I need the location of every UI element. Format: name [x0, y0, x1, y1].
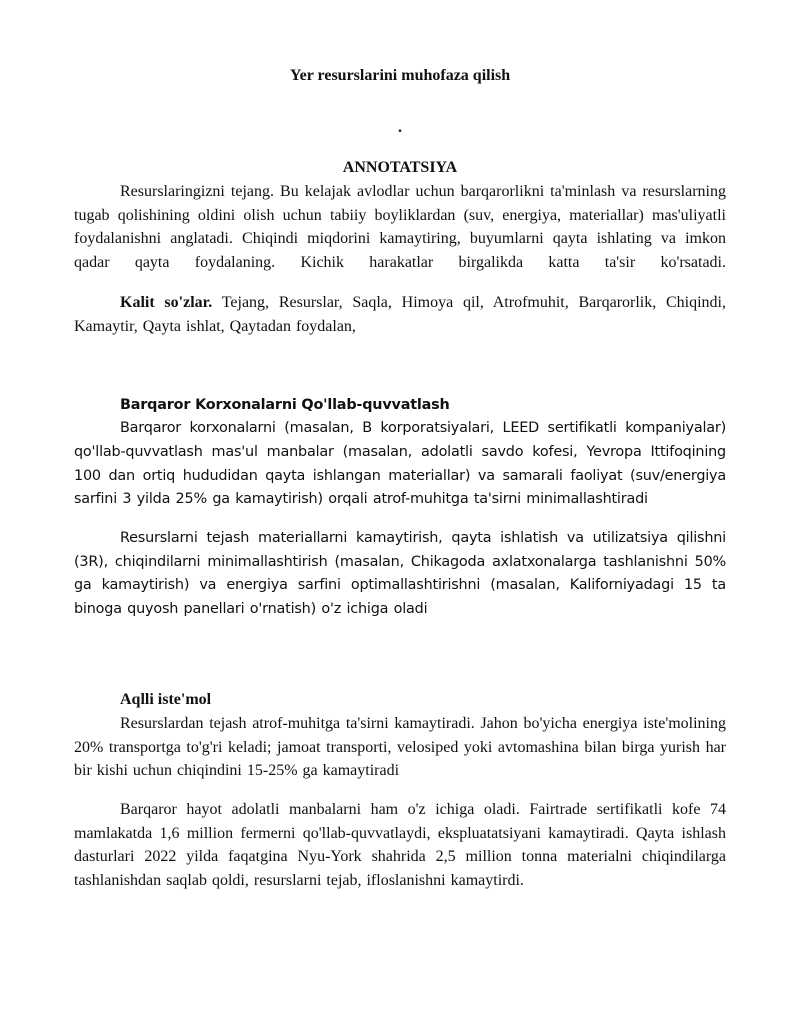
separator-dot: . — [398, 119, 402, 136]
keywords-list: Tejang, Resurslar, Saqla, Himoya qil, Atrofmuhit, Barqarorlik, Chiqindi, Kamaytir, Qayta ishlat, Qaytadan foydalan, — [74, 293, 727, 335]
section-heading-sustainable-business: Barqaror Korxonalarni Qo'llab-quvvatlash — [120, 397, 450, 414]
section1-paragraph1: Barqaror korxonalarni (masalan, B korporatsiyalari, LEED sertifikatli kompaniyalar) qo'llab-quvvatlash mas'ul manbalar (masalan, adolatli savdo kofesi, Yevropa Ittifoqining 100 dan ortiq hududidan qayta ishlangan materiallar) va samarali faoliyat (suv/energiya sarfini 3 yilda 25% ga kamaytirish) orqali atrof-muhitga ta'sirni minimallashtiradi — [74, 420, 726, 508]
document-title: Yer resurslarini muhofaza qilish — [289, 67, 511, 84]
annotation-heading: ANNOTATSIYA — [342, 159, 458, 176]
keywords-label: Kalit so'zlar. — [120, 293, 213, 311]
annotation-paragraph: Resurslaringizni tejang. Bu kelajak avlodlar uchun barqarorlikni ta'minlash va resurslarning tugab qolishining oldini olish uchun tabiiy boyliklardan (suv, energiya, materiallar) mas'uliyatli foydalanishni anglatadi. Chiqindi miqdorini kamaytiring, buyumlarni qayta ishlating va imkon qadar qayta foydalaning. Kichik harakatlar birgalikda katta ta'sir ko'rsatadi. — [74, 183, 726, 272]
section2-paragraph2: Barqaror hayot adolatli manbalarni ham o'z ichiga oladi. Fairtrade sertifikatli kofe 74 mamlakatda 1,6 million fermerni qo'llab-quvvatlaydi, ekspluatatsiyani kamaytiradi. Qayta ishlash dasturlari 2022 yilda faqatgina Nyu-York shahrida 2,5 million tonna materialni chiqindilarga tashlanishdan saqlab qoldi, resurslarni tejab, ifloslanishni kamaytirdi. — [74, 800, 726, 890]
section-heading-smart-consumption: Aqlli iste'mol — [120, 690, 212, 708]
document-page — [74, 64, 726, 893]
keywords-paragraph — [74, 291, 726, 338]
section1-paragraph2: Resurslarni tejash materiallarni kamaytirish, qayta ishlatish va utilizatsiya qilishni (3R), chiqindilarni minimallashtirish (masalan, Chikagoda axlatxonalarga tashlanishni 50% ga kamaytirish) va energiya sarfini optimallashtirishni (masalan, Kaliforniyadagi 15 ta binoga quyosh panellari o'rnatish) o'z ichiga oladi — [74, 530, 726, 618]
section2-paragraph1: Resurslardan tejash atrof-muhitga ta'sirni kamaytiradi. Jahon bo'yicha energiya iste'molining 20% transportga to'g'ri keladi; jamoat transporti, velosiped yoki avtomashina bilan birga yurish har bir kishi uchun chiqindini 15-25% ga kamaytiradi — [74, 714, 726, 780]
